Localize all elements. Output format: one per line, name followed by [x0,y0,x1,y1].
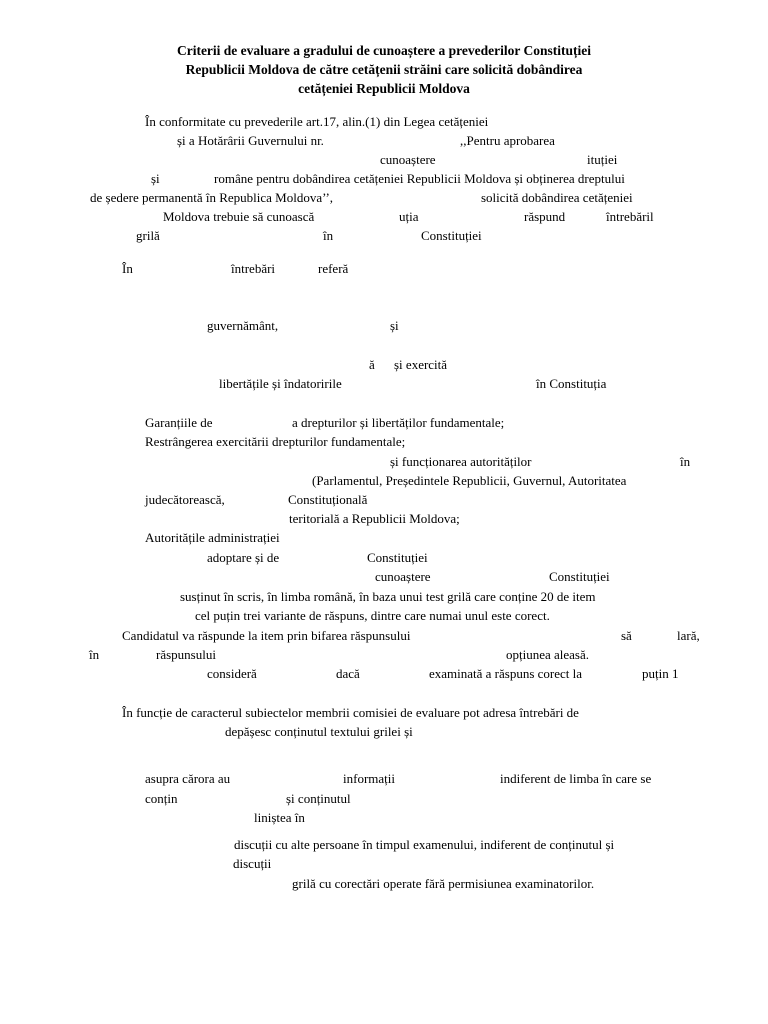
exam-a: cunoaștere [375,569,431,584]
frag-a-char: ă [369,357,375,372]
frag-guvernamant: guvernământ, [207,318,279,333]
exam-m: examinată a răspuns corect la [429,666,583,681]
p1-line-3b: ituției [587,152,618,167]
p4-a: asupra cărora au [145,771,231,786]
frag-in-constitutia: în Constituția [536,376,607,391]
exam-i: răspunsului [156,647,216,662]
list-2: Restrângerea exercitării drepturilor fundamentale; [145,434,406,449]
list-6: teritorială a Republicii Moldova; [289,511,460,526]
exam-c: susținut în scris, în limba română, în baza unui test grilă care conține 20 de item [180,589,596,604]
list-7: Autoritățile administrației [145,530,280,545]
p2-c: referă [318,261,349,276]
p1-line-2b: ,,Pentru aprobarea [460,133,555,148]
p4-b: informații [343,771,395,786]
p1-line-3a: cunoaștere [380,152,436,167]
exam-n: puțin 1 [642,666,679,681]
p3-b: depășesc conținutul textului grilei și [225,724,413,739]
p1-line-1: În conformitate cu prevederile art.17, alin.(1) din Legea cetățeniei [145,114,489,129]
p2-a: În [122,261,133,276]
list-1a: Garanțiile de [145,415,213,430]
frag-exercita: și exercită [394,357,448,372]
exam-j: opțiunea aleasă. [506,647,590,662]
exam-b: Constituției [549,569,610,584]
exam-g: lară, [677,628,700,643]
list-5b: Constituțională [288,492,368,507]
p3-a: În funcție de caracterul subiectelor membrii comisiei de evaluare pot adresa întrebări de [122,705,579,720]
p2-b: întrebări [231,261,276,276]
list-4: (Parlamentul, Președintele Republicii, Guvernul, Autoritatea [312,473,627,488]
p1-line-7b: în [323,228,334,243]
exam-d: cel puțin trei variante de răspuns, dintre care numai unul este corect. [195,608,550,623]
list-8b: Constituției [367,550,428,565]
frag-si: și [390,318,399,333]
list-8a: adoptare și de [207,550,280,565]
p1-line-6c: răspund [524,209,566,224]
p5-b: discuții [233,856,272,871]
exam-e: Candidatul va răspunde la item prin bifarea răspunsului [122,628,411,643]
title-line-3: cetățeniei Republicii Moldova [298,81,470,96]
p1-line-6b: uția [399,209,419,224]
p4-d: conțin [145,791,178,806]
exam-f: să [621,628,632,643]
p1-line-6d: întrebăril [606,209,654,224]
p1-line-4b: române pentru dobândirea cetățeniei Republicii Moldova și obținerea dreptului [214,171,625,186]
list-3b: în [680,454,691,469]
title-line-2: Republicii Moldova de către cetățenii străini care solicită dobândirea [185,62,583,77]
list-5a: judecătorească, [145,492,225,507]
p1-line-5a: de ședere permanentă în Republica Moldova’’, [90,190,334,205]
p1-line-7c: Constituției [421,228,482,243]
p4-f: liniștea în [254,810,305,825]
frag-libertati: libertățile și îndatoririle [219,376,342,391]
p4-e: și conținutul [286,791,351,806]
p5-c: grilă cu corectări operate fără permisiunea examinatorilor. [292,876,595,891]
p1-line-4a: și [151,171,160,186]
p1-line-7a: grilă [136,228,160,243]
p1-line-6a: Moldova trebuie să cunoască [163,209,315,224]
p5-a: discuții cu alte persoane în timpul examenului, indiferent de conținutul și [234,837,615,852]
list-3a: și funcționarea autorităților [390,454,532,469]
p1-line-2a: și a Hotărârii Guvernului nr. [177,133,324,148]
list-1b: a drepturilor și libertăților fundamentale; [292,415,505,430]
exam-l: dacă [336,666,360,681]
exam-k: consideră [207,666,257,681]
title-line-1: Criterii de evaluare a gradului de cunoaștere a prevederilor Constituției [176,43,592,58]
p1-line-5b: solicită dobândirea cetățeniei [481,190,633,205]
exam-h: în [89,647,100,662]
p4-c: indiferent de limba în care se [500,771,652,786]
